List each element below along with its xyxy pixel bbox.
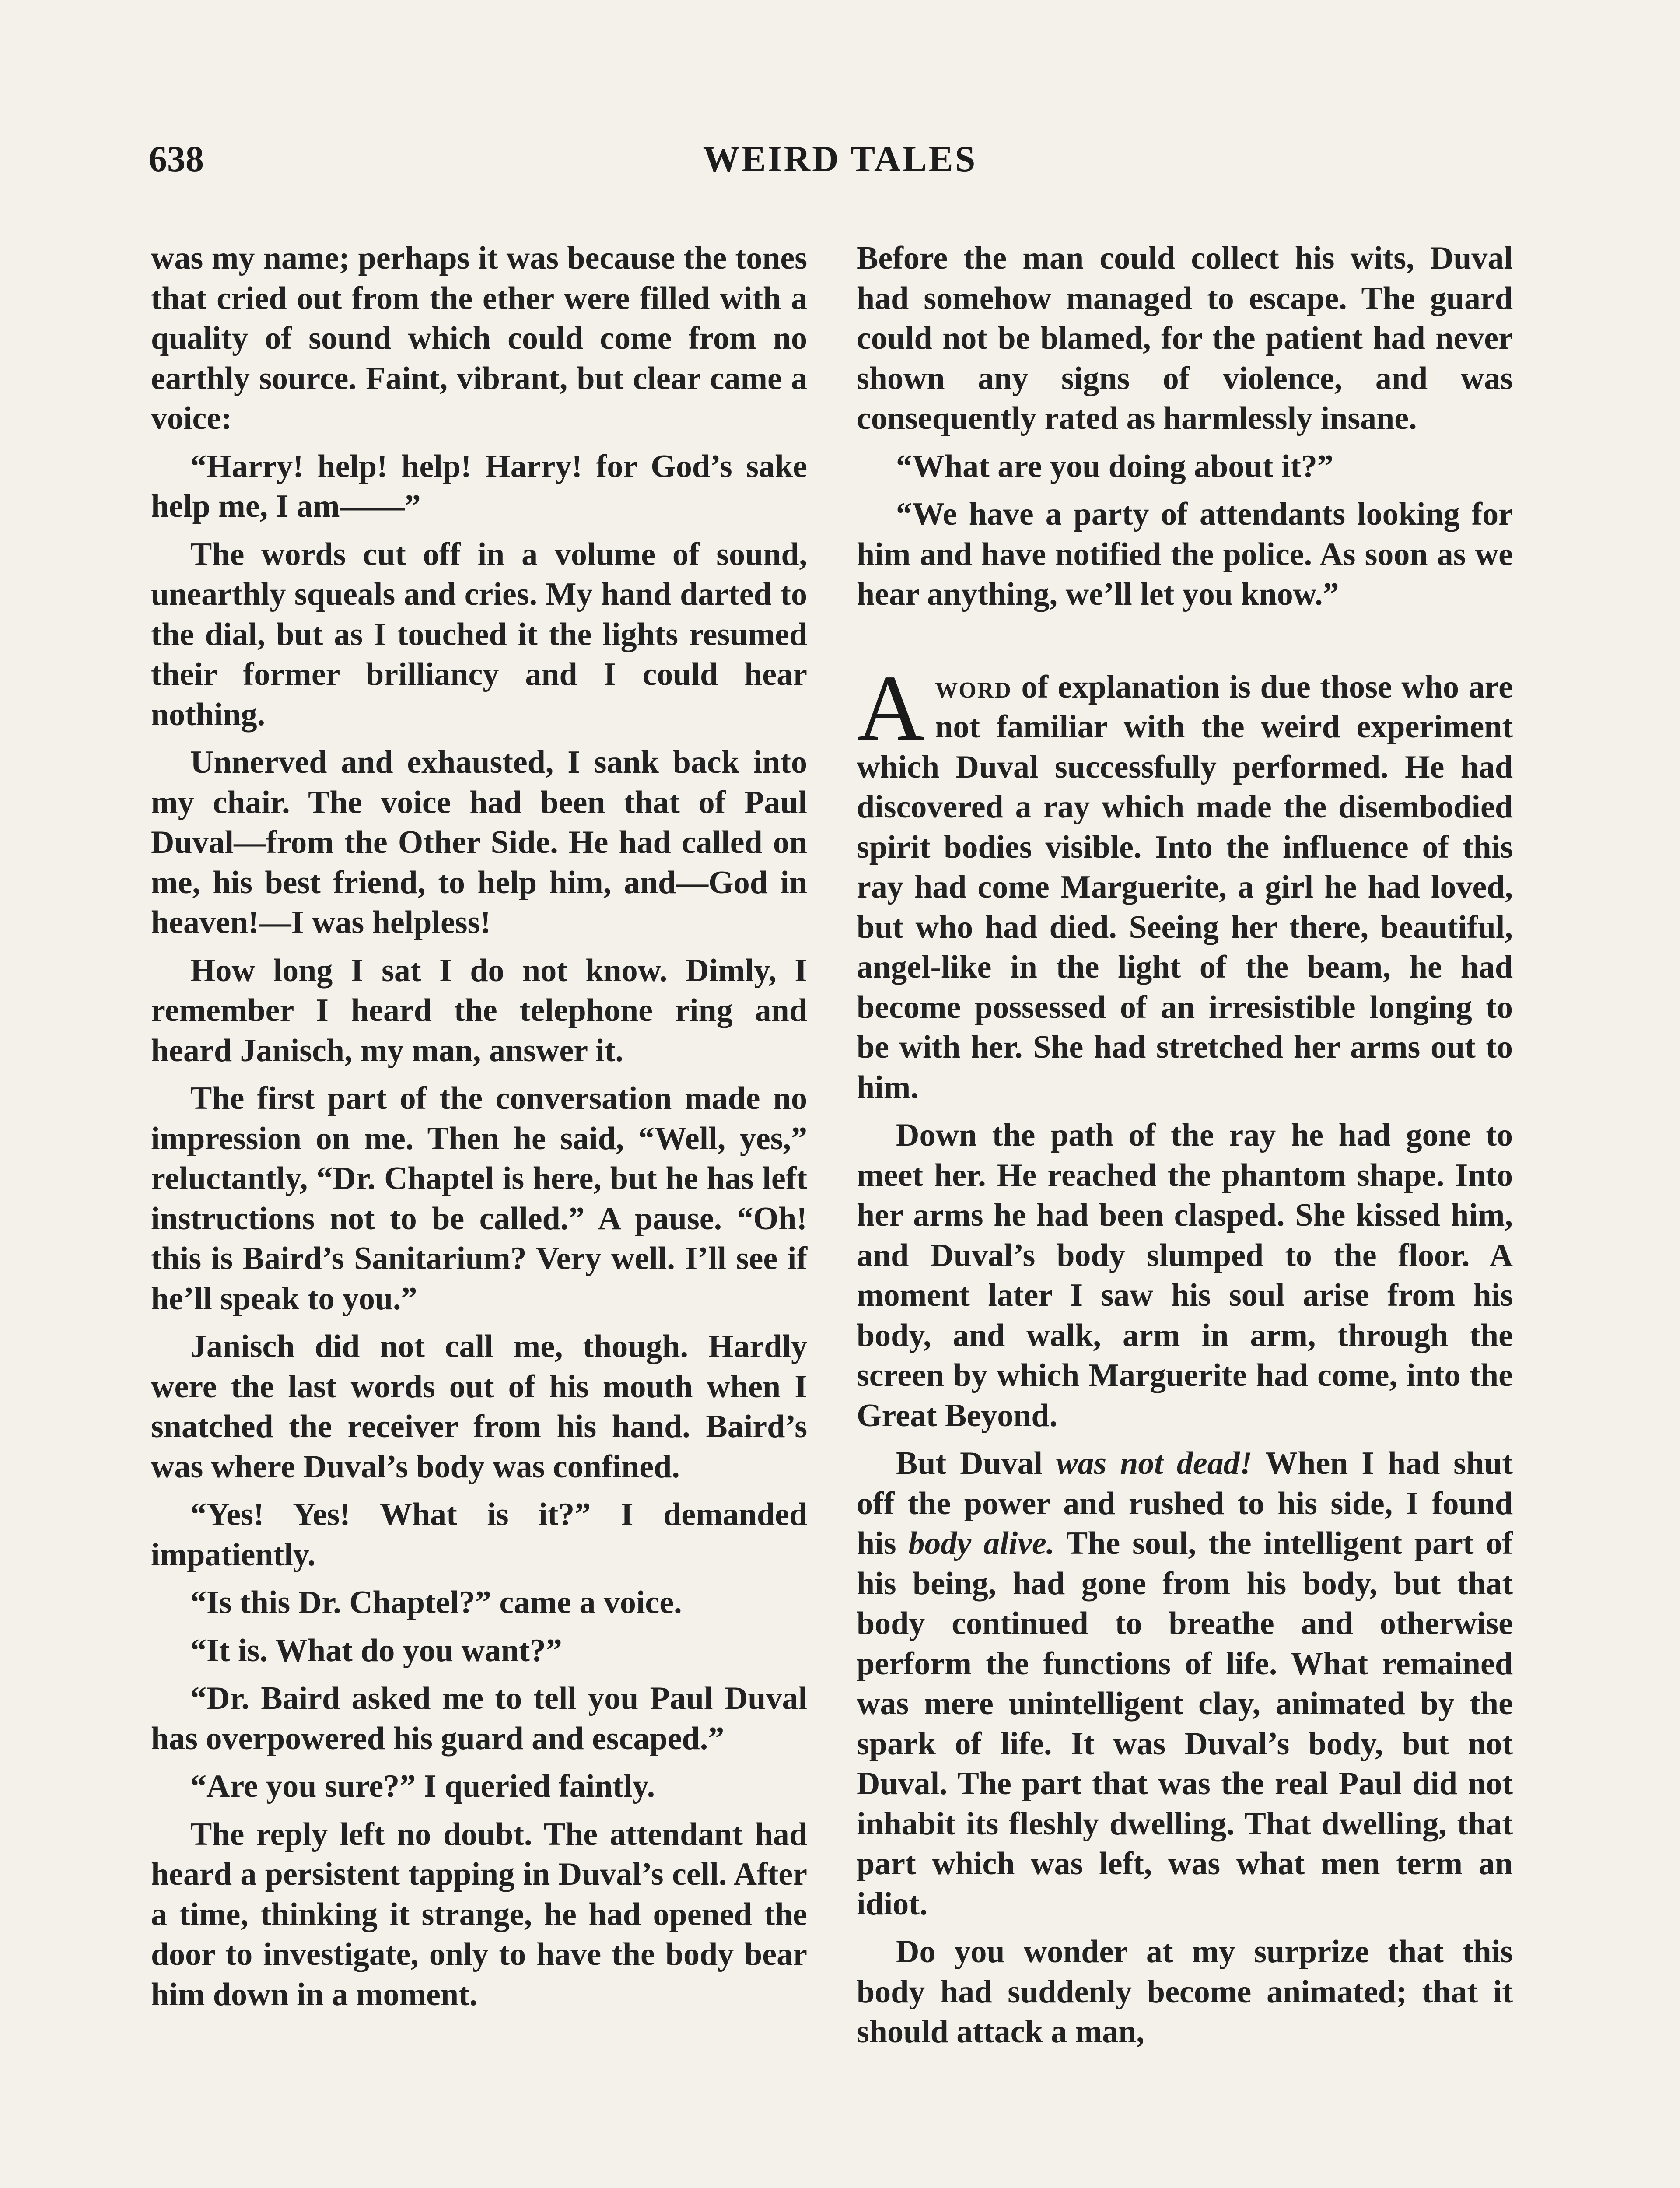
paragraph: “Dr. Baird asked me to tell you Paul Duval has overpowered his guard and escaped.” (151, 1680, 807, 1757)
page-header (149, 138, 1531, 190)
paragraph: How long I sat I do not know. Dimly, I remember I heard the telephone ring and heard Janisch, my man, answer it. (151, 952, 807, 1069)
magazine-title: WEIRD TALES (703, 139, 977, 179)
paragraph: “Are you sure?” I queried faintly. (190, 1768, 655, 1804)
section-opening-paragraph (857, 655, 1513, 1108)
paragraph: The reply left no doubt. The attendant had heard a persistent tapping in Duval’s cell. After a time, thinking it strange, he had opened the door to investigate, only to have the body bear him down in a moment. (151, 1816, 807, 2013)
paragraph (857, 1444, 1513, 1924)
small-caps-lead: word (935, 669, 1012, 705)
paragraph: “We have a party of attendants looking for him and have notified the police. As soon as we hear anything, we’ll let you know.” (857, 496, 1513, 612)
paragraph: “What are you doing about it?” (896, 448, 1334, 484)
paragraph: “It is. What do you want?” (190, 1632, 562, 1669)
page-number: 638 (149, 139, 204, 179)
paragraph: “Yes! Yes! What is it?” I demanded impatiently. (151, 1497, 807, 1573)
paragraph: The first part of the conversation made no impression on me. Then he said, “Well, yes,” reluctantly, “Dr. Chaptel is here, but he has left instructions not to be called.” A pause. “Oh! this is Baird’s Sanitarium? Very well. I’ll see if he’ll speak to you.” (151, 1080, 807, 1317)
paragraph: “Is this Dr. Chaptel?” came a voice. (190, 1585, 682, 1620)
left-column (151, 238, 807, 2023)
italic-emphasis: body alive. (908, 1525, 1055, 1561)
paragraph-text: When I had shut off the power and rushed to his side, I found his (857, 1445, 1513, 1561)
paragraph: Janisch did not call me, though. Hardly were the last words out of his mouth when I snatched the receiver from his hand. Baird’s was where Duval’s body was confined. (151, 1329, 807, 1485)
paragraph-text: But Duval (896, 1445, 1057, 1481)
paragraph: was my name; perhaps it was because the tones that cried out from the ether were filled with a quality of sound which could come from no earthly source. Faint, vibrant, but clear came a voice: (151, 240, 807, 436)
paragraph: “Harry! help! help! Harry! for God’s sake help me, I am——” (151, 448, 807, 524)
paragraph-text: of explanation is due those who are not familiar with the weird experiment which Duval successfully performed. He had discovered a ray which made the disembodied spirit bodies visible. Into the influence of this ray had come Marguerite, a girl he had loved, but who had died. Seeing her there, beautiful, angel-like in the light of the beam, he had become possessed of an irresistible longing to be with her. She had stretched her arms out to him. (857, 669, 1513, 1105)
paragraph: Unnerved and exhausted, I sank back into my chair. The voice had been that of Paul Duval—from the Other Side. He had called on me, his best friend, to help him, and—God in heaven!—I was helpless! (151, 744, 807, 940)
paragraph: Down the path of the ray he had gone to meet her. He reached the phantom shape. Into her arms he had been clasped. She kissed him, and Duval’s body slumped to the floor. A moment later I saw his soul arise from his body, and walk, arm in arm, through the screen by which Marguerite had come, into the Great Beyond. (857, 1117, 1513, 1434)
paragraph: Before the man could collect his wits, Duval had somehow managed to escape. The guard could not be blamed, for the patient had never shown any signs of violence, and was consequently rated as harmlessly insane. (857, 240, 1513, 436)
paragraph-text: The soul, the intelligent part of his being, had gone from his body, but that body continued to breathe and otherwise perform the functions of life. What remained was mere unintelligent clay, animated by the spark of life. It was Duval’s body, but not Duval. The part that was the real Paul did not inhabit its fleshly dwelling. That dwelling, that part which was left, was what men term an idiot. (857, 1525, 1513, 1922)
italic-emphasis: was not dead! (1056, 1445, 1253, 1481)
paragraph: Do you wonder at my surprize that this body had suddenly become animated; that it should attack a man, (857, 1934, 1513, 2050)
paragraph: The words cut off in a volume of sound, unearthly squeals and cries. My hand darted to the dial, but as I touched it the lights resumed their former brilliancy and I could hear nothing. (151, 536, 807, 733)
drop-cap: A (857, 655, 925, 760)
right-column (857, 238, 1513, 2060)
